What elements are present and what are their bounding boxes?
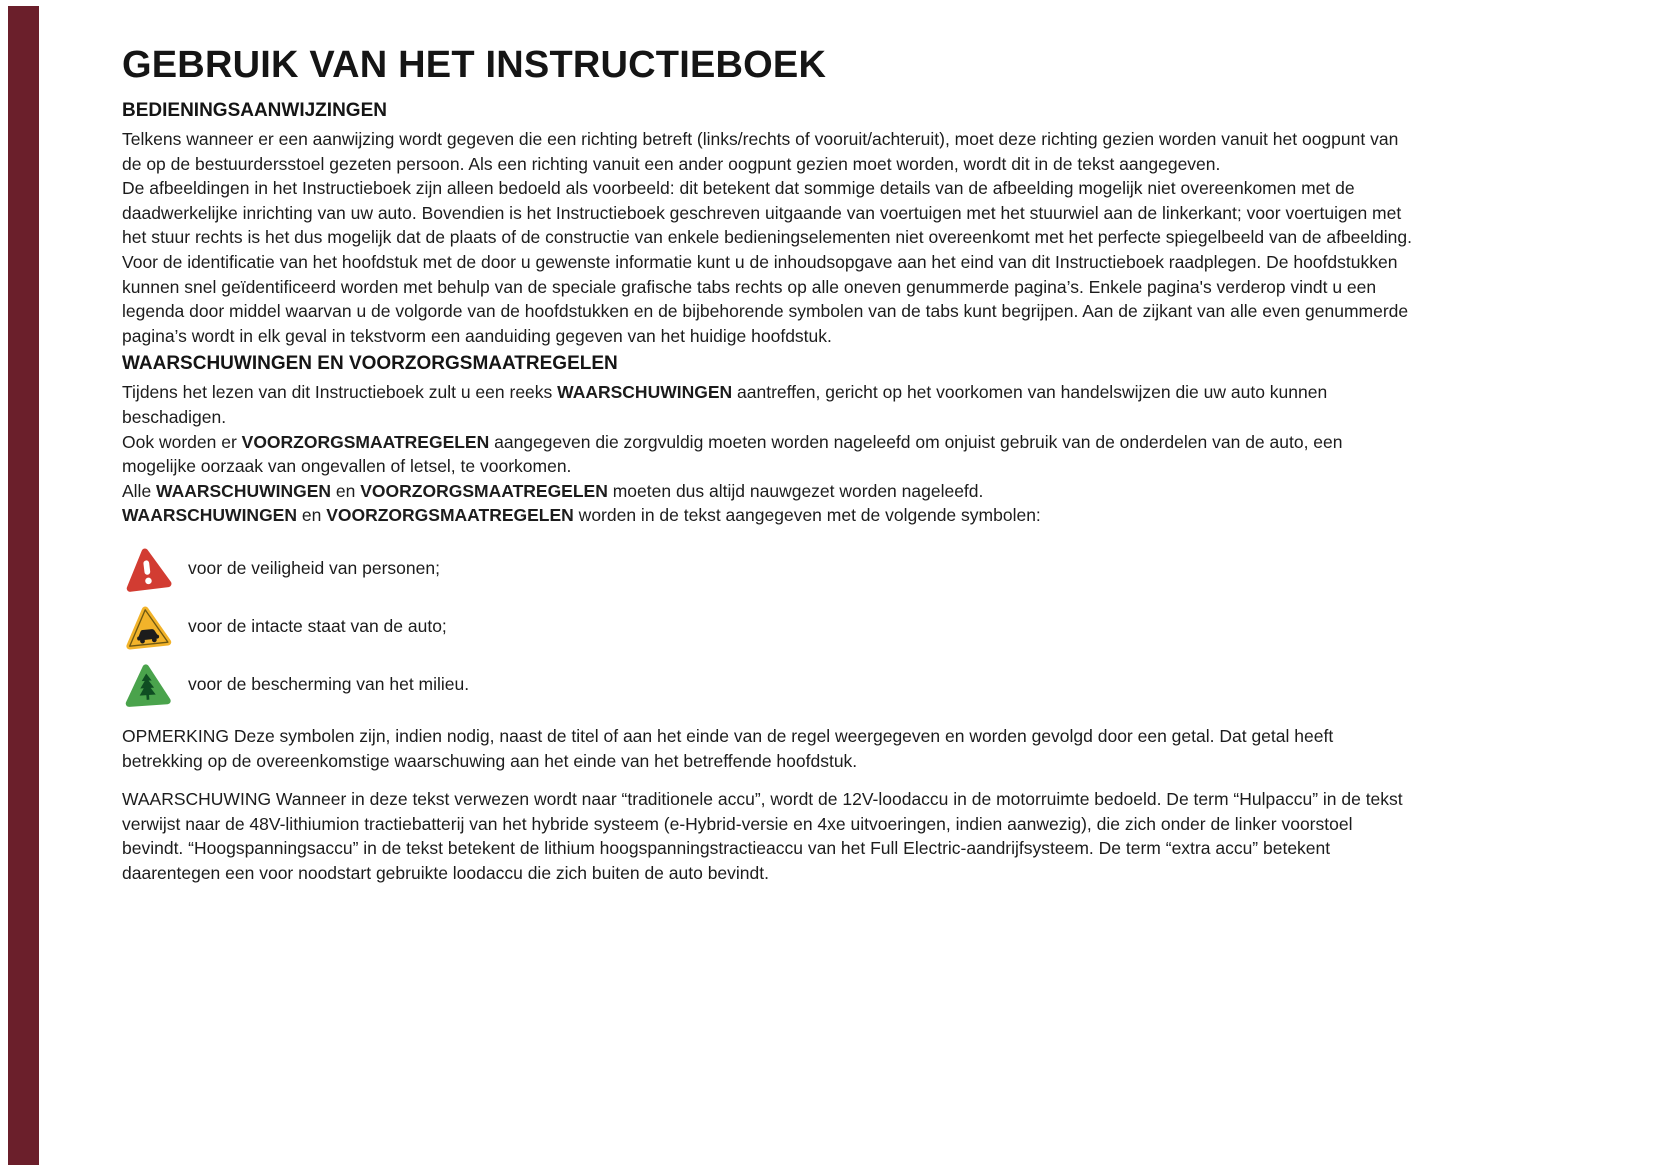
paragraph: Tijdens het lezen van dit Instructieboek zult u een reeks WAARSCHUWINGEN aantreffen, gericht op het voorkomen van handelswijzen die uw auto kunnen beschadigen. xyxy=(122,382,1328,427)
symbol-row-environment xyxy=(122,660,1416,710)
paragraph: De afbeeldingen in het Instructieboek zijn alleen bedoeld als voorbeeld: dit betekent dat sommige details van de afbeelding mogelijk niet overeenkomen met de daadwerkelijke inrichting van uw auto. Bovendien is het Instructieboek geschreven uitgaande van voertuigen met het stuurwiel aan de linkerkant; voor voertuigen met het stuur rechts is het dus mogelijk dat de plaats of de constructie van enkele bedieningselementen niet overeenkomt met het perfecte spiegelbeeld van de afbeelding. xyxy=(122,178,1412,248)
page-title: GEBRUIK VAN HET INSTRUCTIEBOEK xyxy=(122,44,827,86)
paragraph: Voor de identificatie van het hoofdstuk met de door u gewenste informatie kunt u de inhoudsopgave aan het eind van dit Instructieboek raadplegen. De hoofdstukken kunnen snel geïdentificeerd worden met behulp van de speciale grafische tabs rechts op alle oneven genummerde pagina’s. Enkele pagina's verderop vindt u een legenda door middel waarvan u de volgorde van de hoofdstukken en de bijbehorende symbolen van de tabs kunt begrijpen. Aan de zijkant van alle even genummerde pagina’s wordt in elk geval in tekstvorm een aanduiding gegeven van het huidige hoofdstuk. xyxy=(122,251,1409,346)
symbol-row-car xyxy=(122,602,1416,652)
paragraph: Alle WAARSCHUWINGEN en VOORZORGSMAATREGELEN moeten dus altijd nauwgezet worden nageleefd. xyxy=(122,480,984,501)
symbol-legend xyxy=(122,544,1416,710)
paragraph: WAARSCHUWINGEN en VOORZORGSMAATREGELEN worden in de tekst aangegeven met de volgende symbolen: xyxy=(122,505,1041,526)
section-warnings-precautions xyxy=(122,353,1416,885)
spine-bar xyxy=(8,6,39,1165)
warning-environment-icon xyxy=(122,660,172,710)
paragraph: Ook worden er VOORZORGSMAATREGELEN aangegeven die zorgvuldig moeten worden nageleefd om onjuist gebruik van de onderdelen van de auto, een mogelijke oorzaak van ongevallen of letsel, te voorkomen. xyxy=(122,431,1343,477)
page-content xyxy=(122,44,1416,885)
warning-paragraph: WAARSCHUWING Wanneer in deze tekst verwezen wordt naar “traditionele accu”, wordt de 12V-loodaccu in de motorruimte bedoeld. De term “Hulpaccu” in de tekst verwijst naar de 48V-lithiumion tractiebatterij van het hybride systeem (e-Hybrid-versie en 4xe uitvoeringen, indien aanwezig), die zich onder de linker voorstoel bevindt. “Hoogspanningsaccu” in de tekst betekent de lithium hoogspanningstractieaccu van het Full Electric-aandrijfsysteem. De term “extra accu” betekent daarentegen een voor noodstart gebruikte loodaccu die zich buiten de auto bevindt. xyxy=(122,789,1403,883)
symbol-label: voor de veiligheid van personen; xyxy=(188,558,440,579)
note-paragraph: OPMERKING Deze symbolen zijn, indien nodig, naast de titel of aan het einde van de regel weergegeven en worden gevolgd door een getal. Dat getal heeft betrekking op de overeenkomstige waarschuwing aan het einde van het betreffende hoofdstuk. xyxy=(122,725,1334,771)
section-heading-warnings: WAARSCHUWINGEN EN VOORZORGSMAATREGELEN xyxy=(122,353,618,375)
symbol-label: voor de intacte staat van de auto; xyxy=(188,616,447,637)
symbol-row-persons xyxy=(122,544,1416,594)
section-heading-operating: BEDIENINGSAANWIJZINGEN xyxy=(122,100,387,121)
paragraph: Telkens wanneer er een aanwijzing wordt gegeven die een richting betreft (links/rechts of vooruit/achteruit), moet deze richting gezien worden vanuit het oogpunt van de op de bestuurdersstoel gezeten persoon. Als een richting vanuit een ander oogpunt gezien moet worden, wordt dit in de tekst aangegeven. xyxy=(122,129,1399,174)
warning-car-icon xyxy=(122,602,172,652)
section-operating-instructions xyxy=(122,100,1416,348)
warning-persons-icon xyxy=(122,544,172,594)
symbol-label: voor de bescherming van het milieu. xyxy=(188,674,470,695)
